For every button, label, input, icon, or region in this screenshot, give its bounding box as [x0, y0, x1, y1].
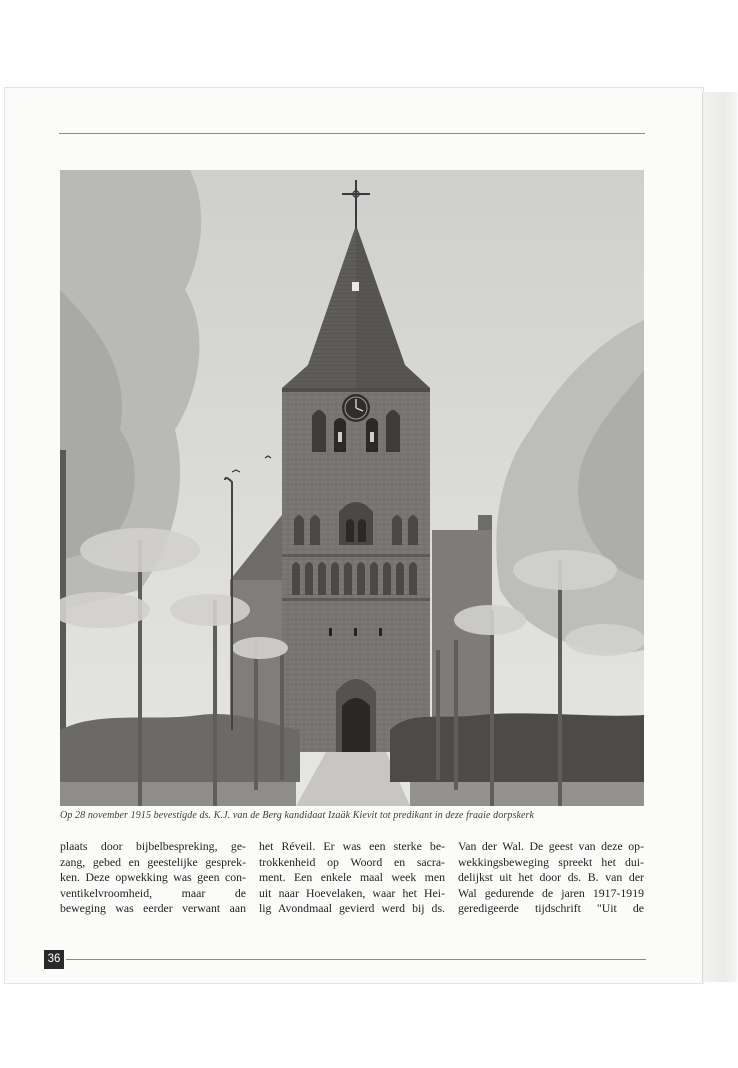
top-rule: [59, 133, 645, 134]
text-line: ken. Deze opwekking was geen con-: [60, 870, 246, 885]
text-column-3: [458, 839, 644, 917]
text-line: lig Avondmaal gevierd werd bij ds.: [259, 901, 445, 916]
text-line: Van der Wal. De geest van deze op-: [458, 839, 644, 853]
text-line: trokkenheid op Woord en sacra-: [259, 854, 445, 869]
text-line: uit naar Hoevelaken, waar het Hei-: [259, 885, 445, 900]
church-photo: [60, 170, 644, 806]
text-line: beweging was eerder verwant aan: [60, 901, 246, 916]
text-column-1: [60, 839, 246, 917]
text-line: Wal gedurende de jaren 1917-1919: [458, 885, 644, 900]
photo-caption: Op 28 november 1915 bevestigde ds. K.J. van de Berg kandidaat Izaäk Kievit tot predikant in deze fraaie dorpskerk: [60, 810, 535, 821]
text-line: geredigeerde tijdschrift "Uit de: [458, 901, 644, 916]
bottom-rule: [66, 959, 646, 960]
text-line: ventikelvroomheid, maar de: [60, 885, 246, 900]
text-line: wekkingsbeweging spreekt het dui-: [458, 854, 644, 869]
page-number: 36: [44, 950, 64, 969]
text-line: delijkst uit het door ds. B. van der: [458, 870, 644, 885]
text-line: het Réveil. Er was een sterke be-: [259, 839, 445, 853]
text-line: ment. Een enkele maal week men: [259, 870, 445, 885]
page-edge: [702, 92, 737, 982]
text-line: zang, gebed en geestelijke gesprek-: [60, 854, 246, 869]
text-column-2: [259, 839, 445, 917]
text-line: plaats door bijbelbespreking, ge-: [60, 839, 246, 853]
